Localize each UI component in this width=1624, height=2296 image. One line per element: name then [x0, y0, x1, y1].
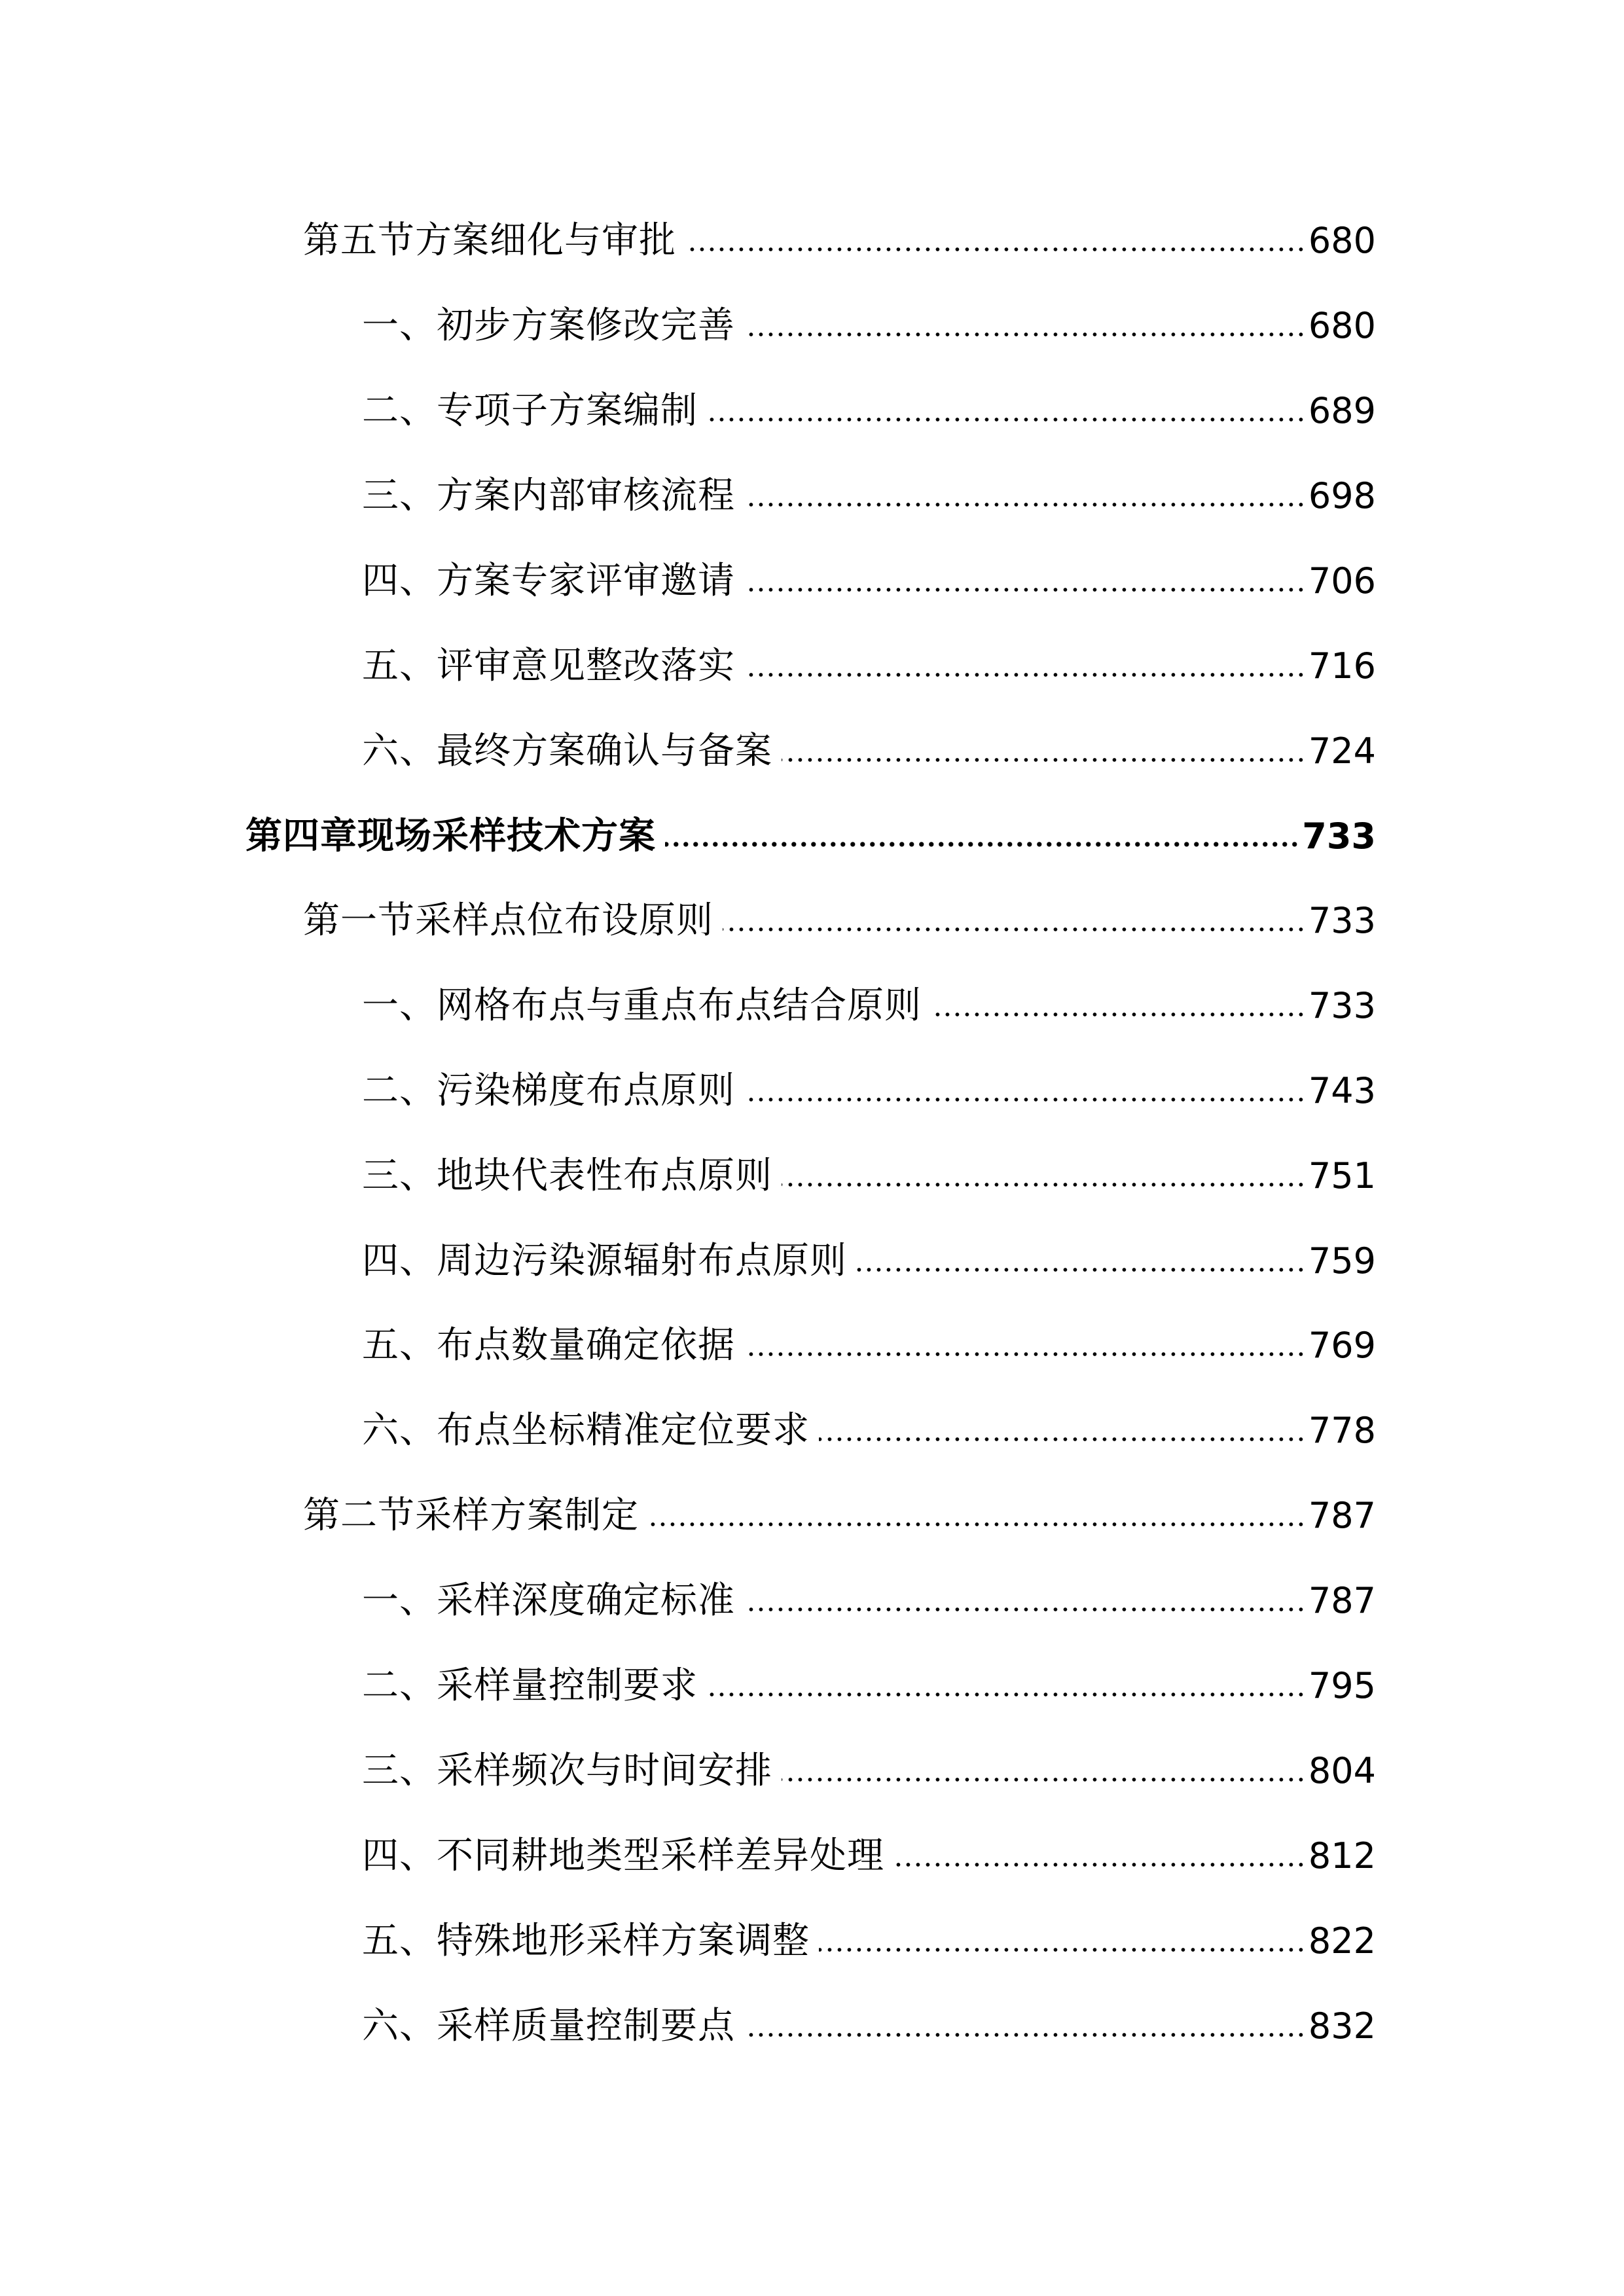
toc-entry-title: 一、网格布点与重点布点结合原则 — [362, 984, 922, 1027]
toc-entry-item[interactable] — [362, 1058, 1376, 1124]
dot-leader — [856, 1229, 1306, 1294]
toc-entry-title: 二、专项子方案编制 — [362, 389, 698, 432]
toc-entry-item[interactable] — [362, 634, 1376, 699]
toc-entry-item[interactable] — [362, 1313, 1376, 1378]
toc-entry-page: 822 — [1308, 1920, 1376, 1962]
toc-entry-item[interactable] — [362, 1738, 1376, 1804]
toc-entry-section[interactable] — [303, 1483, 1376, 1549]
toc-entry-title: 三、地块代表性布点原则 — [362, 1155, 772, 1197]
toc-entry-title: 二、采样量控制要求 — [362, 1664, 698, 1707]
toc-entry-title: 四、周边污染源辐射布点原则 — [362, 1240, 847, 1282]
toc-entry-item[interactable] — [362, 1568, 1376, 1634]
toc-entry-item[interactable] — [362, 1823, 1376, 1889]
toc-entry-item[interactable] — [362, 378, 1376, 444]
dot-leader — [819, 1909, 1306, 1974]
dot-leader — [782, 1738, 1306, 1804]
toc-entry-title: 六、布点坐标精准定位要求 — [362, 1409, 810, 1452]
toc-entry-title: 二、污染梯度布点原则 — [362, 1069, 735, 1112]
toc-entry-title: 三、方案内部审核流程 — [362, 475, 735, 517]
toc-entry-title: 五、特殊地形采样方案调整 — [362, 1920, 810, 1962]
dot-leader — [819, 1398, 1306, 1463]
toc-entry-page: 832 — [1308, 2005, 1376, 2047]
toc-entry-page: 812 — [1308, 1835, 1376, 1876]
toc-entry-section[interactable] — [303, 208, 1376, 274]
toc-entry-page: 769 — [1308, 1325, 1376, 1366]
toc-entry-page: 759 — [1308, 1240, 1376, 1282]
toc-entry-page: 787 — [1308, 1580, 1376, 1621]
dot-leader — [744, 463, 1306, 529]
toc-entry-page: 706 — [1308, 560, 1376, 601]
toc-entry-page: 733 — [1308, 985, 1376, 1026]
toc-entry-item[interactable] — [362, 1229, 1376, 1294]
dot-leader — [782, 1143, 1306, 1209]
toc-entry-title: 五、布点数量确定依据 — [362, 1324, 735, 1367]
dot-leader — [744, 1058, 1306, 1124]
dot-leader — [893, 1823, 1306, 1889]
toc-entry-page: 680 — [1308, 220, 1376, 261]
toc-entry-item[interactable] — [362, 548, 1376, 614]
dot-leader — [707, 378, 1306, 444]
toc-entry-page: 804 — [1308, 1750, 1376, 1791]
toc-entry-section[interactable] — [303, 888, 1376, 954]
toc-entry-page: 778 — [1308, 1410, 1376, 1451]
dot-leader — [744, 1313, 1306, 1378]
toc-entry-item[interactable] — [362, 1994, 1376, 2059]
toc-entry-item[interactable] — [362, 1398, 1376, 1463]
toc-entry-page: 743 — [1308, 1070, 1376, 1111]
toc-entry-item[interactable] — [362, 1143, 1376, 1209]
dot-leader — [723, 888, 1306, 954]
toc-entry-item[interactable] — [362, 463, 1376, 529]
toc-entry-page: 733 — [1302, 816, 1376, 857]
dot-leader — [707, 1653, 1306, 1719]
toc-entry-item[interactable] — [362, 293, 1376, 359]
dot-leader — [931, 973, 1306, 1039]
dot-leader — [665, 803, 1299, 869]
toc-entry-title: 一、采样深度确定标准 — [362, 1579, 735, 1622]
dot-leader — [744, 548, 1306, 614]
dot-leader — [744, 293, 1306, 359]
toc-entry-title: 三、采样频次与时间安排 — [362, 1749, 772, 1792]
dot-leader — [744, 634, 1306, 699]
toc-entry-title: 五、评审意见整改落实 — [362, 645, 735, 687]
toc-entry-page: 787 — [1308, 1495, 1376, 1536]
toc-entry-title: 四、方案专家评审邀请 — [362, 560, 735, 602]
toc-entry-title: 四、不同耕地类型采样差异处理 — [362, 1835, 884, 1877]
dot-leader — [744, 1568, 1306, 1634]
toc-entry-title: 第二节采样方案制定 — [303, 1494, 639, 1537]
toc-entry-title: 第四章现场采样技术方案 — [245, 814, 656, 857]
toc-entry-chapter[interactable] — [245, 803, 1376, 869]
toc-entry-title: 六、采样质量控制要点 — [362, 2005, 735, 2047]
toc-entry-page: 733 — [1308, 900, 1376, 941]
dot-leader — [648, 1483, 1306, 1549]
toc-entry-page: 698 — [1308, 475, 1376, 516]
toc-entry-page: 689 — [1308, 390, 1376, 431]
dot-leader — [685, 208, 1306, 274]
toc-entry-page: 795 — [1308, 1665, 1376, 1706]
toc-entry-page: 751 — [1308, 1155, 1376, 1196]
dot-leader — [744, 1994, 1306, 2059]
toc-entry-title: 一、初步方案修改完善 — [362, 304, 735, 347]
toc-entry-page: 680 — [1308, 305, 1376, 346]
toc-entry-item[interactable] — [362, 973, 1376, 1039]
toc-entry-item[interactable] — [362, 1909, 1376, 1974]
toc-entry-page: 724 — [1308, 730, 1376, 772]
toc-entry-title: 第五节方案细化与审批 — [303, 219, 676, 262]
toc-entry-item[interactable] — [362, 1653, 1376, 1719]
toc-entry-item[interactable] — [362, 719, 1376, 784]
toc-entry-title: 六、最终方案确认与备案 — [362, 730, 772, 772]
toc-entry-page: 716 — [1308, 645, 1376, 687]
toc-entry-title: 第一节采样点位布设原则 — [303, 899, 713, 942]
dot-leader — [782, 719, 1306, 784]
